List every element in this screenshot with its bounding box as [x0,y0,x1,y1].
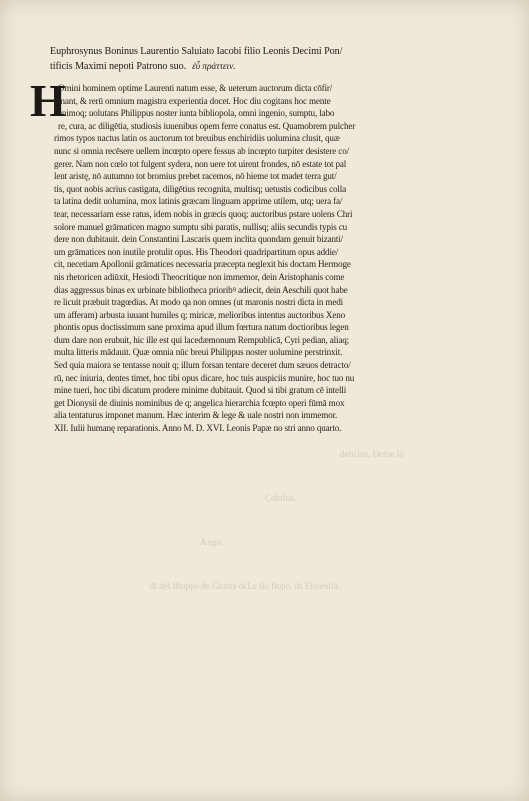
body-line: re, cura, ac diligētia, studiosis iuuenibus opem ferre conatus est. Quamobrem pulcher [58,120,356,131]
dedication-heading [50,44,470,75]
body-line: dias aggressus binas ex urbinate bibliotheca prioribꝰ adiecit, dein Aeschili quot habe [54,284,348,295]
body-line: gerer. Nam non cœlo tot fulgent sydera, non uere tot uirent frondes, nō estate tot pal [54,158,347,169]
letter-body [54,82,486,435]
body-line: get Dionysii de diuinis nominibus de q; angelica hierarchia fcœpto operi fūmā mox [54,397,345,408]
body-line: rū, nec iniuria, dentes timet, hoc tibi opus dicare, hoc tuis auspiciis munire, hoc tuo nu [54,372,355,383]
body-line: ta latina dedit uolumina, mox latinis græcam linguam apprime utilem, utq; uera fa/ [54,196,343,207]
body-line: tis, quot nobis acrius castigata, diligētius recognita, multisq; uetustis codicibus colla [54,183,346,194]
body-line: phontis opus doctissimum sane proxima apud illum fœrtura natum doctioribus legen [54,322,349,333]
greek-salutation: ἐὖ πράττειν. [192,62,236,72]
body-line: rimos typos nactus latin os auctorum tot breuibus enchiridiis uolumina clusit, quæ [54,133,340,144]
body-line: XII. Iulii humanę reparationis. Anno M. D. XVI. Leonis Papæ no stri anno quarto. [54,423,342,434]
body-line: Sed quia maiora se tentasse nouit q; illum forsan tentare deceret dum sæuos detracto/ [54,360,351,371]
body-line: alia tentaturus imponet manum. Hæc interim & lege & uale nostri non immemor. [54,410,338,421]
heading-line-2: tificis Maximi nepoti Patrono suo. [50,61,187,72]
body-line: nunc si omnia recēsere uellem incœpto opere fessus ab incœpto turpiter desistere co/ [54,145,349,156]
body-line: um grāmatices non inutile protulit opus. His Theodori quadripartitum opus addie/ [54,246,339,257]
body-line: re licuit præbuit tragœdias. At modo qa non omnes (ut maronis nostri dicta in medi [54,297,344,308]
show-through-text: dī del Ifiuppo de Giunta dcLe fio fiopo. ds Florentiā. [150,581,340,591]
body-line: multa litteris mādauit. Quæ omnia nūc breui Philippus noster uolumine perstrinxit. [54,347,343,358]
body-line: cit, necetiam Apollonii grāmatices necessaria præcepta neglexit his doctam Hermoge [54,259,351,270]
show-through-text: Colofon. [265,493,297,503]
body-line: nis rhetoricen adiūxit, Hesiodi Theocritique non immemor, dein Aristophanis come [54,271,345,282]
show-through-text: A ego. [200,537,224,547]
body-line: mant, & rerū omnium magistra experientia docet. Hoc diu cogitans hoc mente [58,95,331,106]
body-line: tear, necessariam esse ratus, idem nobis in græcis quoq; auctoribus pstare uolens Chri [54,208,353,219]
body-line: solore manuel grāmaticen magno sumptu sibi paratis, nullisq; aliis secundis typis cu [54,221,348,232]
body-line: dum dare non erubuit, hic ille est qui lacedæmonum Rempublicā, Cyri pedian, aliaq; [54,334,350,345]
body-line: um afferam) arbusta iuuant humiles q; miricæ, melioribus intentus auctoribus Xeno [54,309,345,320]
body-line: dere non dubitauit. dein Constantini Lascaris quem inclita quondam genuit bizanti/ [54,234,343,245]
show-through-text: delicius, Derue lo [340,449,404,459]
body-line: mine tueri, hoc tibi dicatum prodere minime dubitauit. Quod si tibi gratum cē intelli [54,385,347,396]
body-line: lent aristę, nō autumno tot bromius prebet racemos, nō hieme tot madet terra gut/ [54,171,337,182]
body-line: Omini hominem optime Laurenti natum esse, & ueterum auctorum dicta cōfir/ [58,83,333,93]
drop-capital: H [30,75,66,126]
heading-line-1: Euphrosynus Boninus Laurentio Saluiato Iacobi filio Leonis Decimi Pon/ [50,46,343,57]
body-line: animoq; uolutans Philippus noster iunta bibliopola, omni ingenio, sumptu, labo [58,108,335,119]
